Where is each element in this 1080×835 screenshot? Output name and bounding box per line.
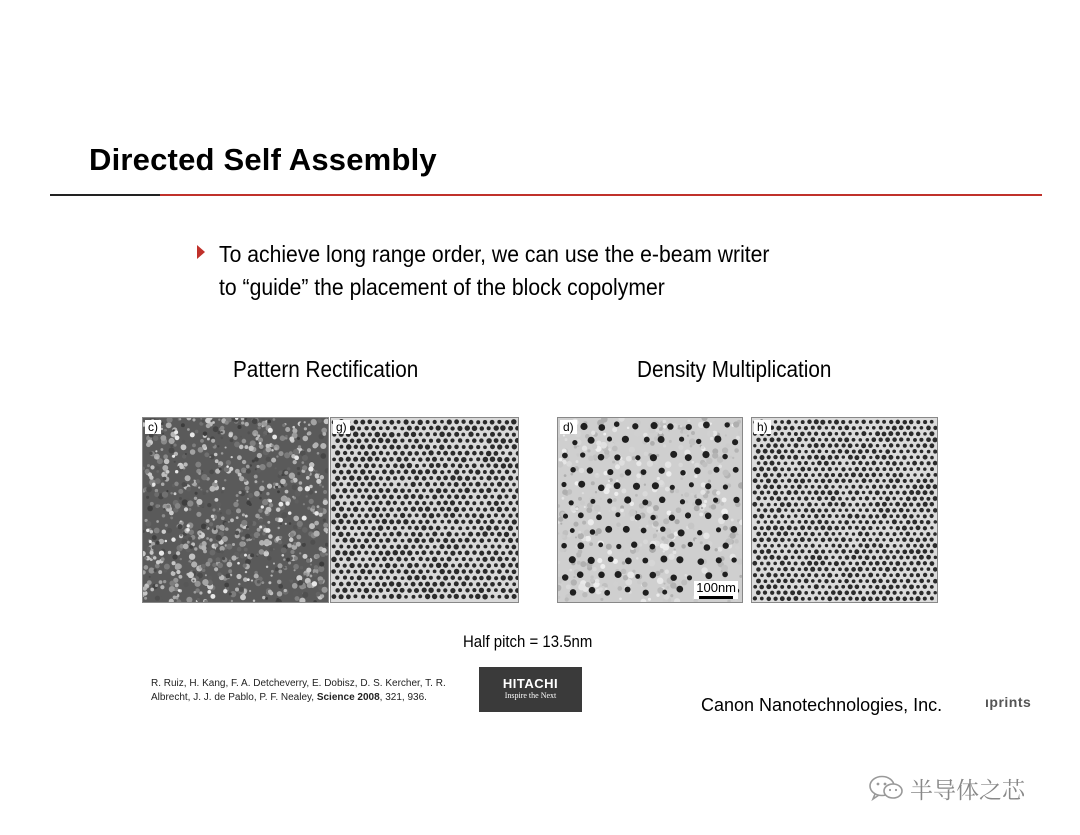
micrograph-g-image xyxy=(331,418,518,602)
scale-bar xyxy=(694,581,738,599)
micrograph-d xyxy=(557,417,743,603)
bullet-arrow-icon xyxy=(197,245,205,259)
panel-tag-c: c) xyxy=(145,420,161,434)
panel-tag-h: h) xyxy=(754,420,771,434)
citation-authors: Albrecht, J. J. de Pablo, P. F. Nealey, xyxy=(151,692,317,703)
citation-line-1: R. Ruiz, H. Kang, F. A. Detcheverry, E. Dobisz, D. S. Kercher, T. R. xyxy=(151,678,446,689)
micrograph-h xyxy=(751,417,938,603)
citation xyxy=(151,677,446,705)
hitachi-logo xyxy=(479,667,582,712)
bullet-text xyxy=(219,238,845,304)
title-rule-red xyxy=(160,194,1042,196)
section-label-density-multiplication: Density Multiplication xyxy=(637,356,832,382)
micrograph-h-image xyxy=(752,418,937,602)
bullet-line-2: to “guide” the placement of the block copolymer xyxy=(219,274,665,300)
partial-logo-text: ıprints xyxy=(985,694,1032,710)
citation-journal: Science 2008 xyxy=(316,692,380,703)
slide-title: Directed Self Assembly xyxy=(89,142,437,177)
scale-bar-line xyxy=(699,596,733,599)
panel-tag-d: d) xyxy=(560,420,577,434)
micrograph-c-image xyxy=(143,418,328,602)
wechat-icon xyxy=(868,774,904,802)
company-name: Canon Nanotechnologies, Inc. xyxy=(701,695,943,715)
hitachi-logo-name: HITACHI xyxy=(502,676,559,691)
watermark xyxy=(868,772,1025,804)
citation-volume: , 321, 936. xyxy=(379,692,427,703)
bullet-line-1: To achieve long range order, we can use the e-beam writer xyxy=(219,241,770,267)
micrograph-g xyxy=(330,417,519,603)
half-pitch-caption: Half pitch = 13.5nm xyxy=(463,632,593,651)
micrograph-d-image xyxy=(558,418,742,602)
watermark-text: 半导体之芯 xyxy=(910,777,1025,804)
panel-tag-g: g) xyxy=(333,420,350,434)
scale-bar-label: 100nm xyxy=(696,580,736,595)
section-label-pattern-rectification: Pattern Rectification xyxy=(233,356,419,382)
citation-line-2 xyxy=(151,691,446,705)
hitachi-logo-tagline: Inspire the Next xyxy=(504,691,557,700)
micrograph-c xyxy=(142,417,329,603)
